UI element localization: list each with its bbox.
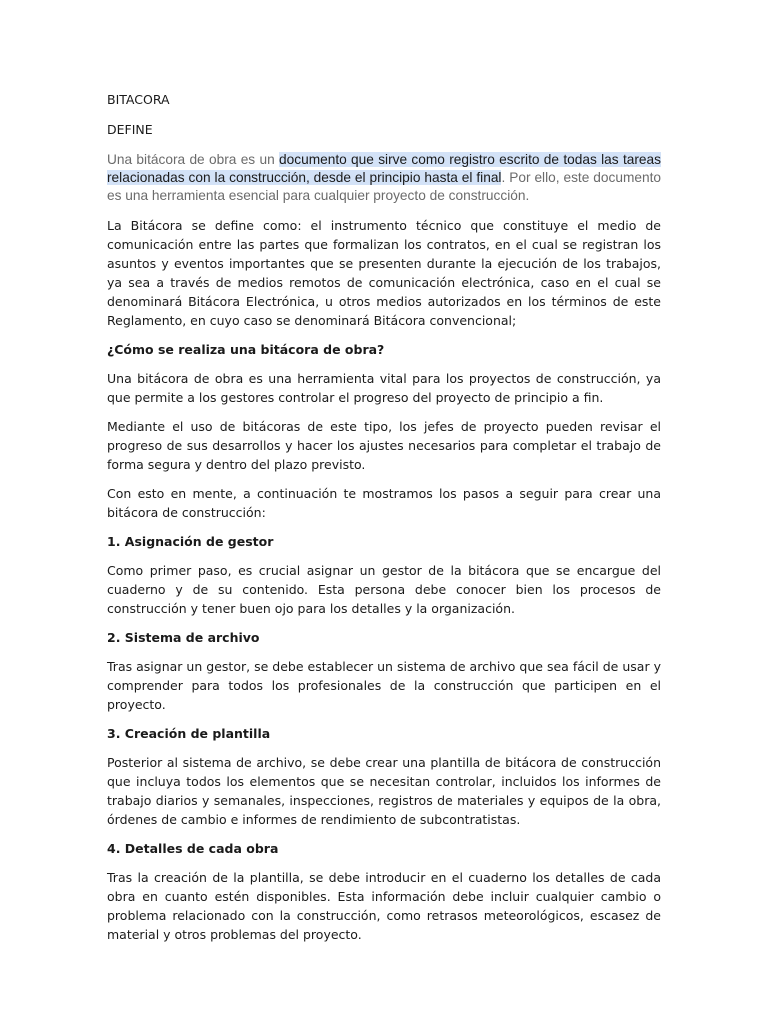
intro-after: . Por ello, este documento es una herramienta esencial para cualquier proyecto de construcción. [107,170,661,203]
how-paragraph-1: Una bitácora de obra es una herramienta vital para los proyectos de construcción, ya que permite a los gestores controlar el progreso del proyecto de principio a fin. [107,371,661,405]
step-4-text: Tras la creación de la plantilla, se debe introducir en el cuaderno los detalles de cada obra en cuanto estén disponibles. Esta información debe incluir cualquier cambio o problema relacionado con la construcción, como retrasos meteorológicos, escasez de material y otros problemas del proyecto. [107,870,661,942]
document-title: BITACORA [107,92,170,107]
intro-before: Una bitácora de obra es un [107,152,280,167]
step-3-text: Posterior al sistema de archivo, se debe crear una plantilla de bitácora de construcción que incluya todos los elementos que se necesitan controlar, incluidos los informes de trabajo diarios y semanales, inspecciones, registros de materiales y equipos de la obra, órdenes de cambio e informes de rendimiento de subcontratistas. [107,755,661,827]
step-2-heading: 2. Sistema de archivo [107,630,260,645]
definition-paragraph: La Bitácora se define como: el instrumento técnico que constituye el medio de comunicación entre las partes que formalizan los contratos, en el cual se registran los asuntos y eventos importantes que se presenten durante la ejecución de los trabajos, ya sea a través de medios remotos de comunicación electrónica, caso en el cual se denominará Bitácora Electrónica, u otros medios autorizados en los términos de este Reglamento, en cuyo caso se denominará Bitácora convencional; [107,218,661,328]
define-label: DEFINE [107,122,153,137]
step-1-heading: 1. Asignación de gestor [107,534,274,549]
intro-highlighted-text[interactable]: documento que sirve como registro escrito de todas las tareas relacionadas con la construcción, desde el principio hasta el final [107,152,662,185]
step-4-heading: 4. Detalles de cada obra [107,841,279,856]
intro-paragraph [107,151,661,205]
step-3-heading: 3. Creación de plantilla [107,726,271,741]
how-paragraph-2: Mediante el uso de bitácoras de este tipo, los jefes de proyecto pueden revisar el progreso de sus desarrollos y hacer los ajustes necesarios para completar el trabajo de forma segura y dentro del plazo previsto. [107,419,661,472]
how-heading: ¿Cómo se realiza una bitácora de obra? [107,342,385,357]
how-paragraph-3: Con esto en mente, a continuación te mostramos los pasos a seguir para crear una bitácora de construcción: [107,486,661,520]
step-1-text: Como primer paso, es crucial asignar un gestor de la bitácora que se encargue del cuaderno y de su contenido. Esta persona debe conocer bien los procesos de construcción y tener buen ojo para los detalles y la organización. [107,563,661,616]
step-2-text: Tras asignar un gestor, se debe establecer un sistema de archivo que sea fácil de usar y comprender para todos los profesionales de la construcción que participen en el proyecto. [107,659,661,712]
